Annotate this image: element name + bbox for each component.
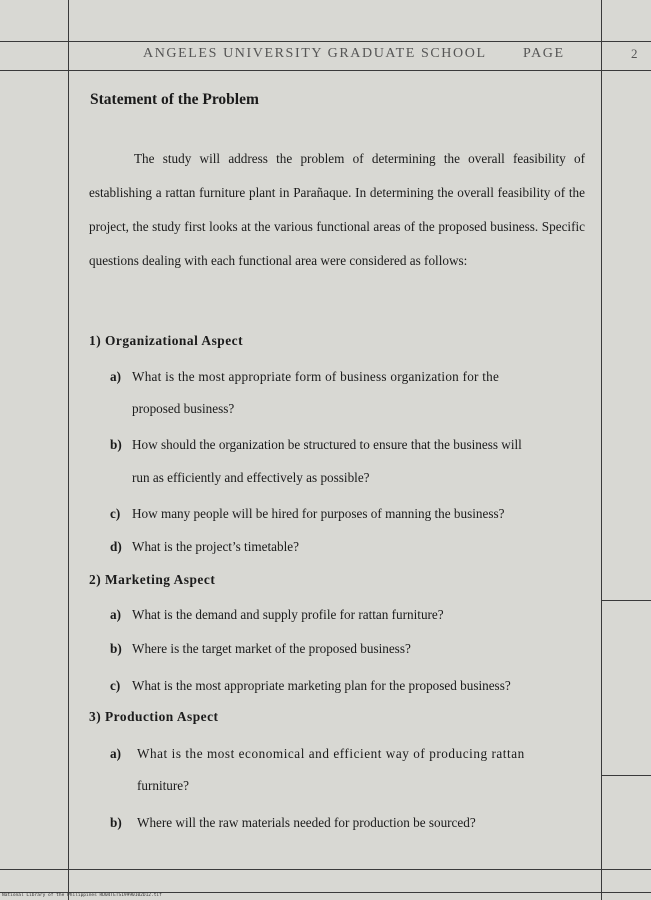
question-text: What is the most economical and efficient way of producing rattan	[137, 746, 525, 761]
question-text: How many people will be hired for purposes of manning the business?	[132, 506, 505, 521]
question-text: How should the organization be structured to ensure that the business will	[132, 437, 522, 452]
question-label: a)	[110, 369, 121, 384]
question-1a-continued: proposed business?	[132, 401, 235, 416]
section-heading-marketing: 2) Marketing Aspect	[89, 572, 216, 587]
question-1c	[110, 506, 504, 522]
question-label: c)	[110, 678, 121, 693]
question-2a	[110, 607, 444, 623]
question-2c	[110, 678, 511, 694]
question-3a	[110, 746, 525, 762]
section-title: Statement of the Problem	[90, 91, 259, 108]
question-text: What is the most appropriate marketing plan for the proposed business?	[132, 678, 511, 693]
margin-mark-right-2	[601, 775, 651, 776]
intro-paragraph: The study will address the problem of determining the overall feasibility of establishing a rattan furniture plant in Parañaque. In determining the overall feasibility of the project, the study first looks at the various functional areas of the proposed business. Specific questions dealing with each functional area were considered as follows:	[89, 151, 585, 268]
header-institution: ANGELES UNIVERSITY GRADUATE SCHOOL	[143, 46, 487, 61]
frame-line-right	[601, 0, 602, 900]
page-number: 2	[631, 46, 638, 61]
header-bottom-line	[0, 70, 651, 71]
header-page-label: PAGE	[523, 46, 565, 61]
question-text: Where will the raw materials needed for production be sourced?	[137, 815, 476, 830]
question-1a	[110, 369, 499, 385]
header-top-line	[0, 41, 651, 42]
question-text: What is the project’s timetable?	[132, 539, 299, 554]
scan-footer-note: National Library of the Philippines RD04TETS19990102D12.tif	[2, 893, 162, 898]
question-text: What is the most appropriate form of business organization for the	[132, 369, 500, 384]
margin-mark-right-1	[601, 600, 651, 601]
question-3a-continued: furniture?	[137, 778, 189, 793]
frame-line-left	[68, 0, 69, 900]
question-label: c)	[110, 506, 121, 521]
footer-line-upper	[0, 869, 651, 870]
question-1b	[110, 437, 522, 453]
question-text: Where is the target market of the proposed business?	[132, 641, 411, 656]
question-label: b)	[110, 815, 122, 830]
question-text: What is the demand and supply profile for rattan furniture?	[132, 607, 444, 622]
question-1b-continued: run as efficiently and effectively as possible?	[132, 470, 370, 485]
section-heading-organizational: 1) Organizational Aspect	[89, 333, 244, 348]
question-label: d)	[110, 539, 122, 554]
question-label: b)	[110, 437, 122, 452]
section-heading-production: 3) Production Aspect	[89, 709, 219, 724]
question-label: b)	[110, 641, 122, 656]
question-label: a)	[110, 746, 121, 761]
question-3b	[110, 815, 476, 831]
question-label: a)	[110, 607, 121, 622]
question-1d	[110, 539, 299, 555]
question-2b	[110, 641, 411, 657]
